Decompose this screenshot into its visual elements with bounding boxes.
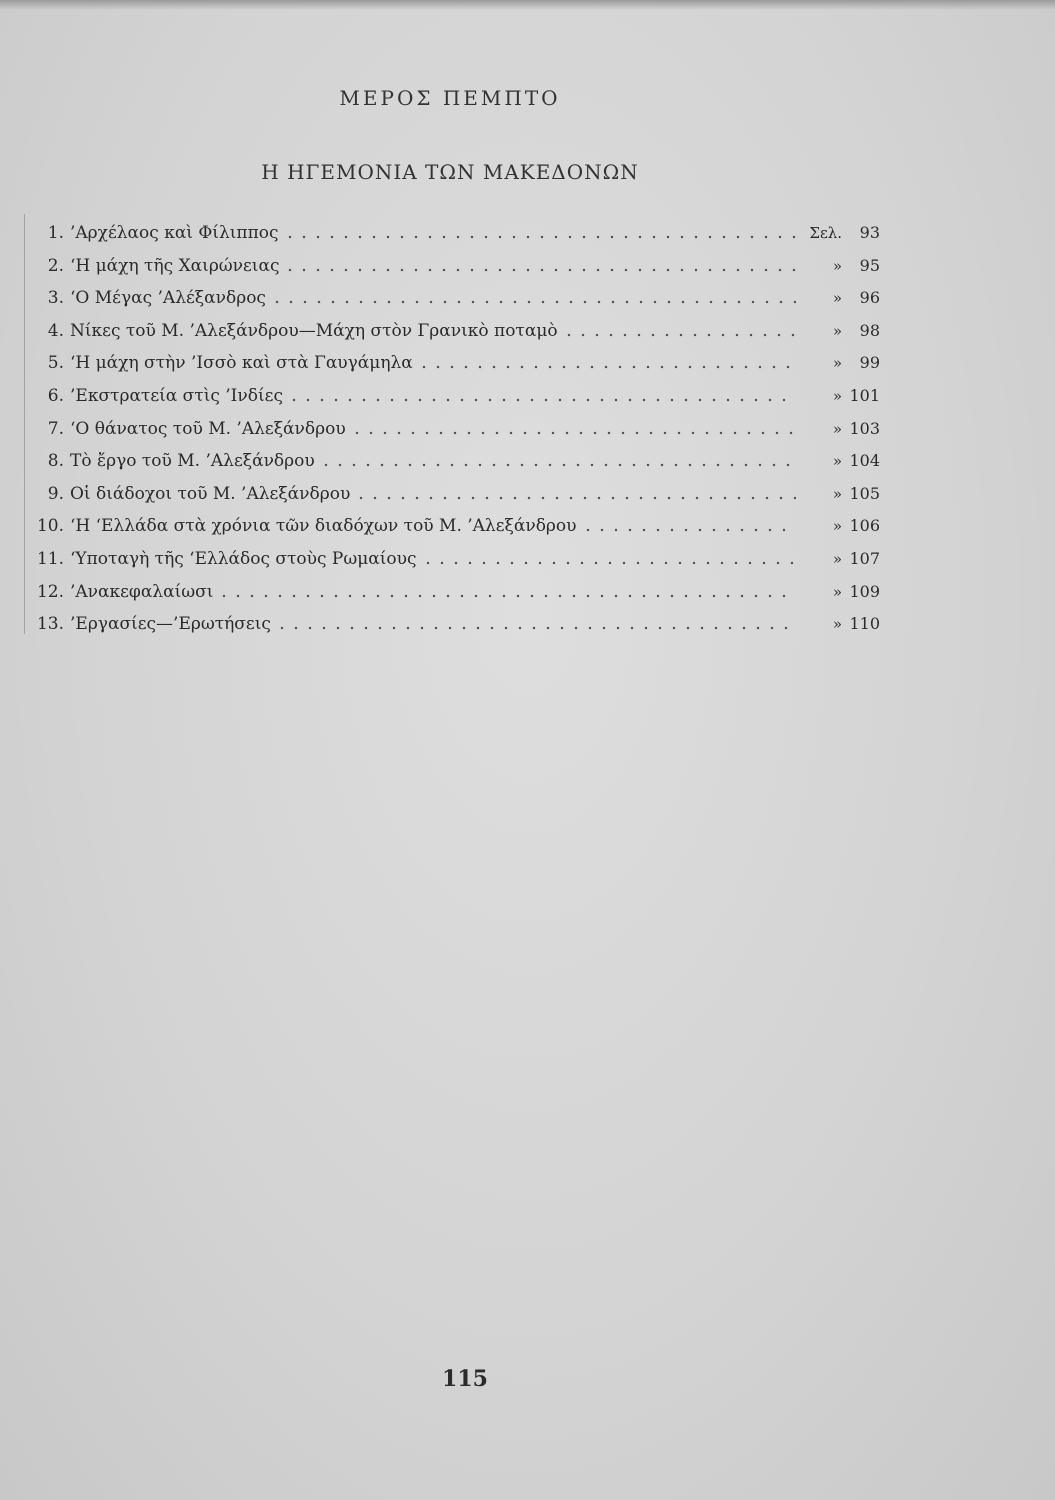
table-of-contents — [30, 216, 880, 640]
toc-entry — [30, 444, 880, 477]
toc-entry-number: 2. — [47, 255, 64, 276]
toc-entry-title: ‘Η μάχη τῆς Χαιρώνειας — [70, 255, 280, 276]
toc-entry-title: Οἱ διάδοχοι τοῦ Μ. ’Αλεξάνδρου — [70, 483, 351, 504]
toc-leader-dots — [217, 578, 796, 600]
toc-entry-number: 12. — [36, 581, 64, 602]
toc-leader-dots — [283, 219, 796, 241]
toc-entry-page: 99 — [859, 353, 880, 373]
toc-entry-number: 7. — [47, 418, 64, 439]
toc-entry-page: 96 — [859, 288, 880, 308]
toc-entry-page: 98 — [859, 320, 880, 340]
toc-entry-page-prefix: Σελ. — [809, 224, 842, 242]
toc-entry-number: 1. — [47, 223, 64, 243]
toc-entry-title: ‘Ο θάνατος τοῦ Μ. ’Αλεξάνδρου — [70, 418, 346, 439]
toc-entry-page: 107 — [849, 548, 880, 568]
toc-leader-dots — [417, 349, 796, 371]
toc-leader-dots — [562, 317, 796, 339]
toc-entry-page: 109 — [849, 581, 880, 601]
toc-entry — [30, 281, 880, 314]
toc-leader-dots — [270, 284, 796, 306]
toc-entry — [30, 216, 880, 249]
toc-entry-number: 13. — [36, 614, 64, 635]
toc-leader-dots — [421, 545, 796, 567]
toc-entry-number: 6. — [47, 385, 64, 406]
toc-entry-title: ’Εκστρατεία στὶς ’Ινδίες — [70, 385, 283, 406]
toc-leader-dots — [275, 610, 796, 632]
toc-entry-page-prefix: » — [832, 256, 842, 275]
toc-entry-title: Τὸ ἔργο τοῦ Μ. ’Αλεξάνδρου — [70, 451, 315, 472]
toc-entry-title: ‘Η ‘Ελλάδα στὰ χρόνια τῶν διαδόχων τοῦ Μ. ’Αλεξάνδρου — [70, 516, 577, 537]
toc-leader-dots — [581, 512, 797, 534]
toc-entry-page-prefix: » — [832, 615, 842, 634]
toc-entry-page: 105 — [849, 483, 880, 503]
toc-entry-page: 110 — [849, 614, 880, 634]
page-number: 115 — [442, 1366, 488, 1392]
toc-entry-title: ‘Ο Μέγας ’Αλέξανδρος — [70, 288, 266, 309]
toc-entry-title: ‘Η μάχη στὴν ’Ισσὸ καὶ στὰ Γαυγάμηλα — [70, 353, 413, 374]
toc-entry-page: 95 — [859, 255, 880, 275]
toc-entry — [30, 249, 880, 282]
toc-entry-number: 10. — [36, 516, 64, 537]
toc-leader-dots — [283, 252, 796, 274]
toc-entry — [30, 542, 880, 575]
toc-entry-page: 106 — [849, 516, 880, 536]
toc-entry-page-prefix: » — [832, 321, 842, 340]
toc-entry-number: 11. — [36, 548, 64, 569]
toc-entry-page: 101 — [849, 385, 880, 405]
toc-entry-number: 5. — [47, 353, 64, 374]
toc-entry — [30, 314, 880, 347]
toc-entry — [30, 607, 880, 640]
toc-entry-page-prefix: » — [832, 354, 842, 373]
toc-entry-title: ’Ανακεφαλαίωσι — [70, 581, 214, 602]
toc-entry-title: Νίκες τοῦ Μ. ’Αλεξάνδρου—Μάχη στὸν Γρανικὸ ποταμὸ — [70, 320, 558, 341]
toc-entry-page-prefix: » — [832, 419, 842, 438]
toc-entry — [30, 379, 880, 412]
toc-entry-title: ‘Υποταγὴ τῆς ‘Ελλάδος στοὺς Ρωμαίους — [70, 548, 417, 569]
toc-entry-title: ’Αρχέλαος καὶ Φίλιππος — [70, 223, 279, 243]
toc-entry-page-prefix: » — [832, 484, 842, 503]
toc-entry-page-prefix: » — [832, 452, 842, 471]
toc-leader-dots — [287, 382, 796, 404]
toc-leader-dots — [319, 447, 796, 469]
toc-entry-number: 8. — [47, 451, 64, 472]
toc-leader-dots — [354, 480, 796, 502]
toc-entry-page-prefix: » — [832, 289, 842, 308]
toc-entry — [30, 412, 880, 445]
toc-entry-page-prefix: » — [832, 386, 842, 405]
toc-entry — [30, 477, 880, 510]
toc-entry — [30, 509, 880, 542]
toc-entry-number: 9. — [47, 483, 64, 504]
toc-entry-page-prefix: » — [832, 582, 842, 601]
toc-entry-title: ’Εργασίες—’Ερωτήσεις — [70, 614, 271, 635]
toc-entry — [30, 575, 880, 608]
toc-entry-page: 93 — [859, 223, 880, 242]
toc-entry-number: 3. — [47, 288, 64, 309]
part-title: ΜΕΡΟΣ ΠΕΜΠΤΟ — [339, 86, 561, 110]
toc-entry-number: 4. — [47, 320, 64, 341]
toc-leader-dots — [350, 415, 796, 437]
toc-entry-page: 103 — [849, 418, 880, 438]
page-top-edge — [0, 0, 1055, 10]
toc-entry-page-prefix: » — [832, 549, 842, 568]
section-title: Η ΗΓΕΜΟΝΙΑ ΤΩΝ ΜΑΚΕΔΟΝΩΝ — [261, 160, 639, 184]
toc-entry-page: 104 — [849, 451, 880, 471]
toc-entry — [30, 346, 880, 379]
toc-entry-page-prefix: » — [832, 517, 842, 536]
